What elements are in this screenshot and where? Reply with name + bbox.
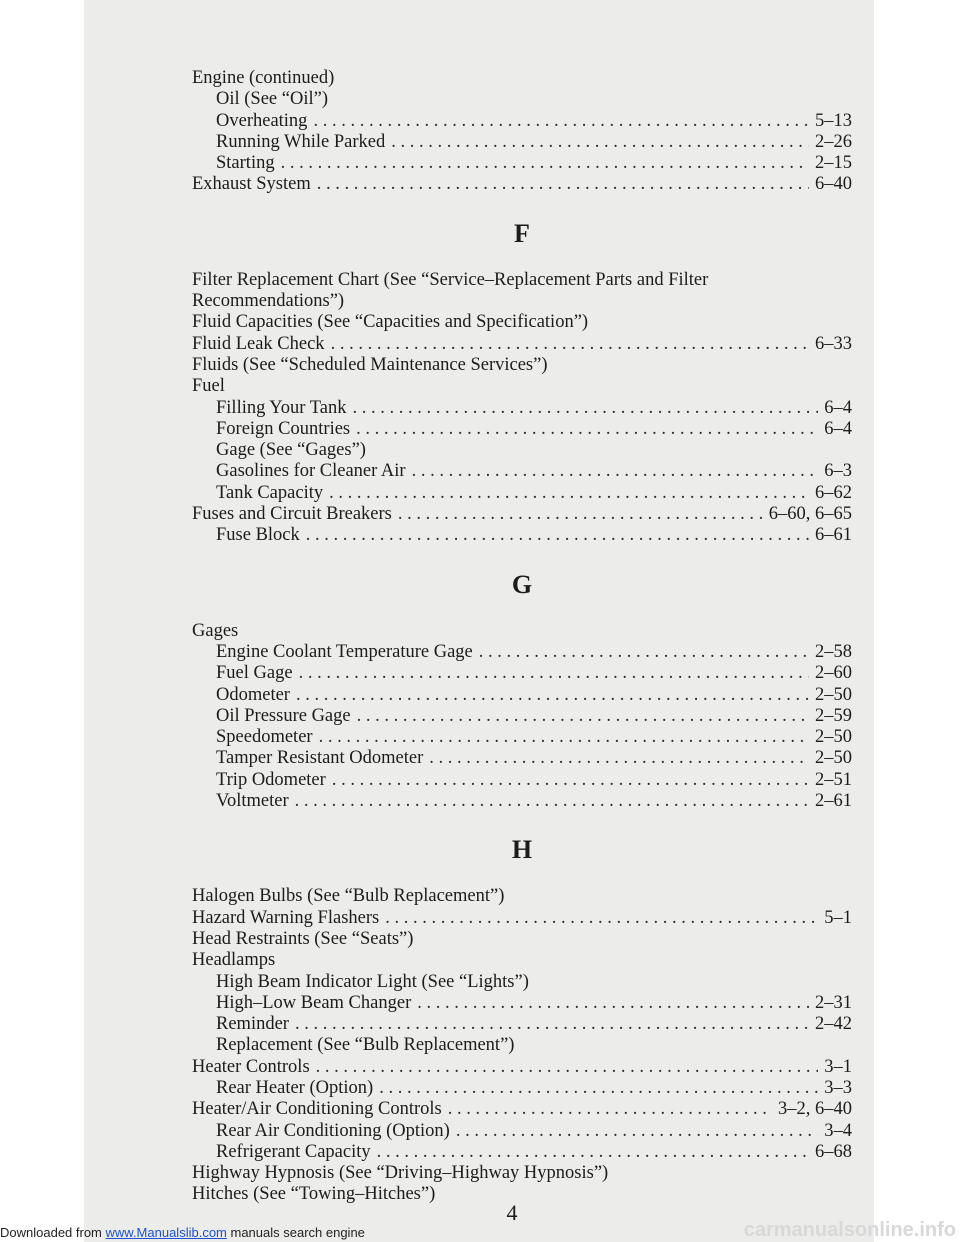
dot-leader bbox=[317, 174, 809, 195]
entry-page-ref: 6–60, 6–65 bbox=[768, 504, 852, 525]
dot-leader bbox=[479, 642, 809, 663]
index-entry bbox=[192, 908, 852, 929]
entry-page-ref: 2–61 bbox=[815, 791, 852, 812]
section-letter-f: F bbox=[514, 218, 530, 248]
index-entry bbox=[192, 1142, 852, 1163]
entry-label: Heater Controls bbox=[192, 1056, 310, 1077]
index-content bbox=[192, 68, 852, 1206]
entry-page-ref: 2–31 bbox=[815, 992, 852, 1013]
entry-label: Rear Air Conditioning (Option) bbox=[216, 1120, 450, 1141]
index-entry bbox=[192, 770, 852, 791]
dot-leader bbox=[329, 483, 809, 504]
entry-label: Speedometer bbox=[216, 727, 313, 748]
entry-label: Fuse Block bbox=[216, 525, 300, 546]
index-entry-heading: Oil (See “Oil”) bbox=[216, 89, 328, 110]
dot-leader bbox=[356, 419, 818, 440]
entry-page-ref: 6–40 bbox=[815, 174, 852, 195]
index-entry bbox=[192, 461, 852, 482]
entry-page-ref: 2–50 bbox=[815, 727, 852, 748]
index-entry bbox=[192, 174, 852, 195]
entry-page-ref: 3–3 bbox=[824, 1077, 852, 1098]
entry-page-ref: 2–26 bbox=[815, 131, 852, 152]
entry-label: Rear Heater (Option) bbox=[216, 1077, 374, 1098]
index-entry bbox=[192, 663, 852, 684]
index-entry bbox=[192, 1121, 852, 1142]
entry-page-ref: 6–4 bbox=[824, 397, 852, 418]
index-entry bbox=[192, 111, 852, 132]
entry-label: Fluid Leak Check bbox=[192, 333, 325, 354]
entry-page-ref: 5–13 bbox=[815, 110, 852, 131]
footer-prefix: Downloaded from bbox=[0, 1225, 106, 1240]
index-entry-heading: Hitches (See “Towing–Hitches”) bbox=[192, 1184, 436, 1205]
dot-leader bbox=[316, 1057, 819, 1078]
entry-label: Reminder bbox=[216, 1014, 289, 1035]
dot-leader bbox=[448, 1099, 772, 1120]
index-entry bbox=[192, 642, 852, 663]
index-entry bbox=[192, 1014, 852, 1035]
entry-page-ref: 6–3 bbox=[824, 461, 852, 482]
index-entry bbox=[192, 685, 852, 706]
entry-page-ref: 2–15 bbox=[815, 153, 852, 174]
entry-page-ref: 3–1 bbox=[824, 1056, 852, 1077]
index-entry bbox=[192, 398, 852, 419]
index-entry-heading: Fluids (See “Scheduled Maintenance Services”) bbox=[192, 354, 548, 375]
entry-label: Voltmeter bbox=[216, 791, 289, 812]
entry-page-ref: 2–42 bbox=[815, 1014, 852, 1035]
dot-leader bbox=[331, 334, 809, 355]
entry-page-ref: 6–62 bbox=[815, 482, 852, 503]
entry-page-ref: 3–4 bbox=[824, 1120, 852, 1141]
entry-page-ref: 6–33 bbox=[815, 333, 852, 354]
dot-leader bbox=[417, 993, 809, 1014]
entry-label: Refrigerant Capacity bbox=[216, 1141, 371, 1162]
index-entry-heading: Fuel bbox=[192, 376, 225, 397]
dot-leader bbox=[357, 706, 809, 727]
index-entry bbox=[192, 1078, 852, 1099]
entry-page-ref: 5–1 bbox=[824, 907, 852, 928]
index-entry bbox=[192, 791, 852, 812]
index-entry-heading: Fluid Capacities (See “Capacities and Specification”) bbox=[192, 312, 589, 333]
dot-leader bbox=[429, 748, 809, 769]
entry-label: Running While Parked bbox=[216, 131, 386, 152]
entry-label: Foreign Countries bbox=[216, 418, 351, 439]
entry-label: Oil Pressure Gage bbox=[216, 705, 351, 726]
index-entry-heading: Recommendations”) bbox=[192, 291, 345, 312]
index-entry-heading: Head Restraints (See “Seats”) bbox=[192, 928, 414, 949]
entry-label: Starting bbox=[216, 153, 275, 174]
dot-leader bbox=[295, 791, 809, 812]
dot-leader bbox=[306, 525, 809, 546]
index-entry-heading: Gage (See “Gages”) bbox=[216, 440, 366, 461]
dot-leader bbox=[377, 1142, 809, 1163]
dot-leader bbox=[352, 398, 818, 419]
index-entry bbox=[192, 727, 852, 748]
index-entry-heading: Replacement (See “Bulb Replacement”) bbox=[216, 1035, 515, 1056]
entry-label: Fuses and Circuit Breakers bbox=[192, 504, 392, 525]
entry-label: Fuel Gage bbox=[216, 663, 293, 684]
dot-leader bbox=[313, 111, 809, 132]
index-entry bbox=[192, 706, 852, 727]
dot-leader bbox=[295, 1014, 809, 1035]
download-footer bbox=[0, 1225, 365, 1240]
index-entry bbox=[192, 334, 852, 355]
entry-page-ref: 2–59 bbox=[815, 705, 852, 726]
entry-page-ref: 2–50 bbox=[815, 684, 852, 705]
entry-label: Exhaust System bbox=[192, 174, 311, 195]
index-entry bbox=[192, 748, 852, 769]
dot-leader bbox=[391, 132, 809, 153]
index-entry-heading: Gages bbox=[192, 620, 239, 641]
dot-leader bbox=[456, 1121, 818, 1142]
index-entry-heading: Highway Hypnosis (See “Driving–Highway Hypnosis”) bbox=[192, 1163, 609, 1184]
dot-leader bbox=[299, 663, 809, 684]
entry-page-ref: 2–51 bbox=[815, 769, 852, 790]
dot-leader bbox=[379, 1078, 818, 1099]
index-entry-heading: Headlamps bbox=[192, 950, 276, 971]
index-entry bbox=[192, 132, 852, 153]
section-letter-g: G bbox=[511, 569, 533, 599]
entry-label: Hazard Warning Flashers bbox=[192, 907, 380, 928]
page-number: 4 bbox=[506, 1200, 518, 1225]
entry-label: Filling Your Tank bbox=[216, 397, 347, 418]
index-entry bbox=[192, 525, 852, 546]
dot-leader bbox=[412, 461, 819, 482]
entry-page-ref: 3–2, 6–40 bbox=[778, 1099, 852, 1120]
index-entry bbox=[192, 1099, 852, 1120]
entry-label: Engine Coolant Temperature Gage bbox=[216, 641, 473, 662]
dot-leader bbox=[398, 504, 763, 525]
entry-label: Gasolines for Cleaner Air bbox=[216, 461, 406, 482]
manualslib-link[interactable]: www.Manualslib.com bbox=[105, 1225, 227, 1240]
index-entry-heading: High Beam Indicator Light (See “Lights”) bbox=[216, 971, 529, 992]
dot-leader bbox=[385, 908, 818, 929]
entry-label: Heater/Air Conditioning Controls bbox=[192, 1099, 442, 1120]
manual-page bbox=[84, 0, 874, 1242]
entry-label: High–Low Beam Changer bbox=[216, 992, 412, 1013]
dot-leader bbox=[281, 153, 809, 174]
entry-page-ref: 6–4 bbox=[824, 418, 852, 439]
entry-page-ref: 2–60 bbox=[815, 663, 852, 684]
index-entry-heading: Filter Replacement Chart (See “Service–Replacement Parts and Filter bbox=[192, 269, 709, 290]
index-entry bbox=[192, 419, 852, 440]
entry-label: Trip Odometer bbox=[216, 769, 326, 790]
index-entry bbox=[192, 483, 852, 504]
index-entry-heading: Engine (continued) bbox=[192, 68, 335, 88]
footer-suffix: manuals search engine bbox=[226, 1225, 365, 1240]
entry-page-ref: 6–68 bbox=[815, 1141, 852, 1162]
dot-leader bbox=[319, 727, 809, 748]
entry-label: Tamper Resistant Odometer bbox=[216, 748, 424, 769]
dot-leader bbox=[332, 770, 809, 791]
dot-leader bbox=[296, 685, 809, 706]
index-entry bbox=[192, 993, 852, 1014]
entry-page-ref: 6–61 bbox=[815, 525, 852, 546]
index-entry-heading: Halogen Bulbs (See “Bulb Replacement”) bbox=[192, 886, 505, 907]
index-entry bbox=[192, 153, 852, 174]
entry-page-ref: 2–58 bbox=[815, 641, 852, 662]
entry-page-ref: 2–50 bbox=[815, 748, 852, 769]
entry-label: Overheating bbox=[216, 110, 308, 131]
entry-label: Odometer bbox=[216, 684, 290, 705]
index-entry bbox=[192, 1057, 852, 1078]
index-entry bbox=[192, 504, 852, 525]
watermark-text: carmanualsonline.info bbox=[743, 1219, 956, 1241]
section-letter-h: H bbox=[511, 835, 533, 865]
entry-label: Tank Capacity bbox=[216, 482, 324, 503]
